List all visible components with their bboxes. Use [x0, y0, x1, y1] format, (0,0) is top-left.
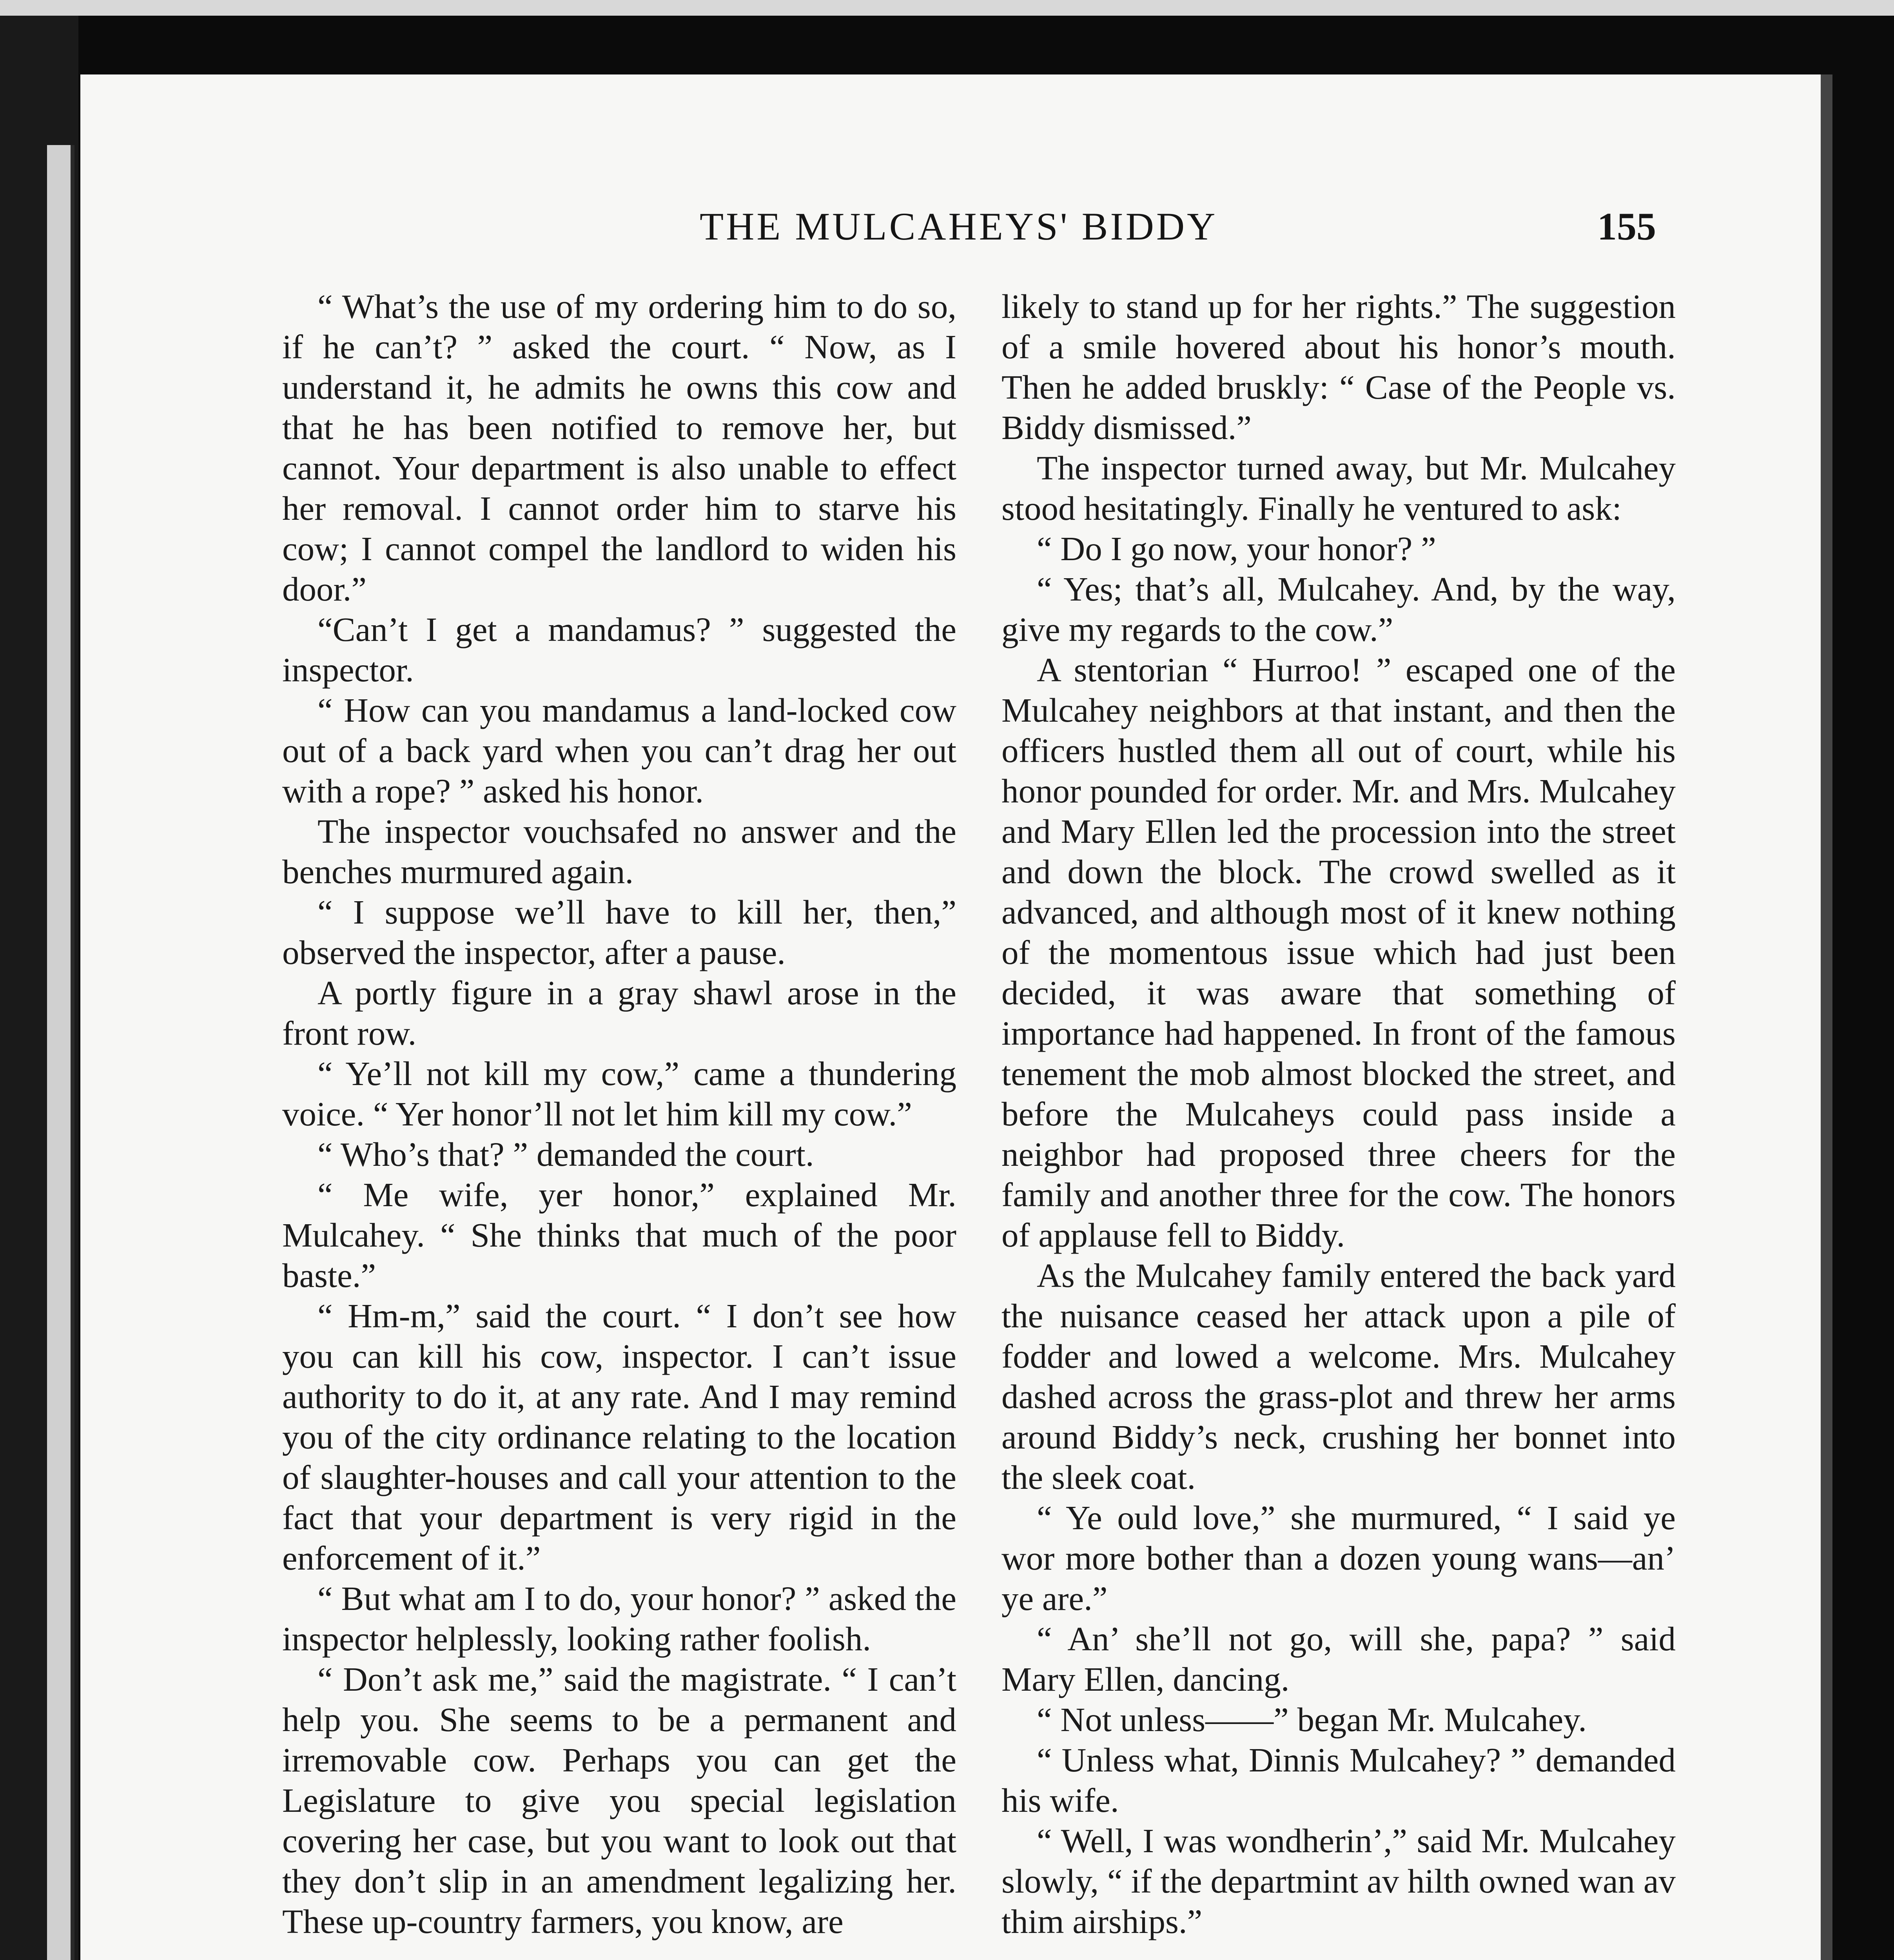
facing-page-edge — [47, 145, 74, 1960]
paragraph: A portly figure in a gray shawl arose in the front row. — [282, 974, 956, 1052]
book-spine-edge — [0, 16, 78, 1960]
paragraph: A stentorian “ Hurroo! ” escaped one of the Mulcahey neighbors at that instant, and then the officers hustled them all out of court, while his honor pounded for order. Mr. and Mrs. Mulcahey and Mary Ellen led the procession into the street and down the block. The crowd swelled as it advanced, and although most of it knew nothing of the momentous issue which had just been decided, it was aware that something of importance had happened. In front of the famous tenement the mob almost blocked the street, and before the Mulcaheys could pass inside a neighbor had proposed three cheers for the family and another three for the cow. The honors of applause fell to Biddy. — [1001, 651, 1676, 1254]
paragraph: “ An’ she’ll not go, will she, papa? ” said Mary Ellen, dancing. — [1001, 1620, 1676, 1698]
paragraph: “ Hm-m,” said the court. “ I don’t see how you can kill his cow, inspector. I can’t issue authority to do it, at any rate. And I may remind you of the city ordinance relating to the location of slaughter-houses and call your attention to the fact that your department is very rigid in the enforcement of it.” — [282, 1297, 956, 1577]
paragraph: The inspector vouchsafed no answer and the benches murmured again. — [282, 812, 956, 891]
paragraph: “ Who’s that? ” demanded the court. — [317, 1135, 814, 1173]
paragraph: “ What’s the use of my ordering him to do so, if he can’t? ” asked the court. “ Now, as I understand it, he admits he owns this cow and that he has been notified to remove her, but cannot. Your department is also unable to effect her removal. I cannot order him to starve his cow; I cannot compel the landlord to widen his door.” — [282, 287, 956, 608]
paragraph: “ But what am I to do, your honor? ” asked the inspector helplessly, looking rather foolish. — [282, 1579, 956, 1658]
scan-top-edge — [0, 0, 1894, 16]
paragraph: “ Well, I was wondherin’,” said Mr. Mulcahey slowly, “ if the departmint av hilth owned wan av thim airships.” — [1001, 1822, 1676, 1940]
paragraph: “Can’t I get a mandamus? ” suggested the inspector. — [282, 610, 956, 689]
paragraph: “ Me wife, yer honor,” explained Mr. Mulcahey. “ She thinks that much of the poor baste.” — [282, 1176, 956, 1294]
paragraph: “ Do I go now, your honor? ” — [1037, 530, 1436, 568]
paragraph: “ Ye’ll not kill my cow,” came a thundering voice. “ Yer honor’ll not let him kill my cow.” — [282, 1054, 956, 1133]
paragraph: As the Mulcahey family entered the back yard the nuisance ceased her attack upon a pile of fodder and lowed a welcome. Mrs. Mulcahey dashed across the grass-plot and threw her arms around Biddy’s neck, crushing her bonnet into the sleek coat. — [1001, 1256, 1676, 1496]
paragraph: “ Yes; that’s all, Mulcahey. And, by the way, give my regards to the cow.” — [1001, 570, 1676, 648]
paragraph: likely to stand up for her rights.” The suggestion of a smile hovered about his honor’s mouth. Then he added bruskly: “ Case of the People vs. Biddy dismissed.” — [1001, 287, 1676, 446]
paragraph: “ How can you mandamus a land-locked cow out of a back yard when you can’t drag her out with a rope? ” asked his honor. — [282, 691, 956, 810]
paragraph: “ I suppose we’ll have to kill her, then,” observed the inspector, after a pause. — [282, 893, 956, 971]
paragraph: The inspector turned away, but Mr. Mulcahey stood hesitatingly. Finally he ventured to ask: — [1001, 449, 1676, 527]
left-text-column — [282, 286, 956, 1942]
running-head-title: THE MULCAHEYS' BIDDY — [700, 205, 1218, 248]
paragraph: “ Not unless——” began Mr. Mulcahey. — [1037, 1700, 1587, 1739]
right-text-column — [1001, 286, 1676, 1942]
paragraph: “ Don’t ask me,” said the magistrate. “ I can’t help you. She seems to be a permanent and irremovable cow. Perhaps you can get the Legislature to give you special legislation covering her case, but you want to look out that they don’t slip in an amendment legalizing her. These up-country farmers, you know, are — [282, 1660, 956, 1940]
paragraph: “ Ye ould love,” she murmured, “ I said ye wor more bother than a dozen young wans—an’ ye are.” — [1001, 1499, 1676, 1617]
book-page — [80, 74, 1832, 1960]
paragraph: “ Unless what, Dinnis Mulcahey? ” demanded his wife. — [1001, 1741, 1676, 1819]
page-number: 155 — [1597, 205, 1656, 248]
